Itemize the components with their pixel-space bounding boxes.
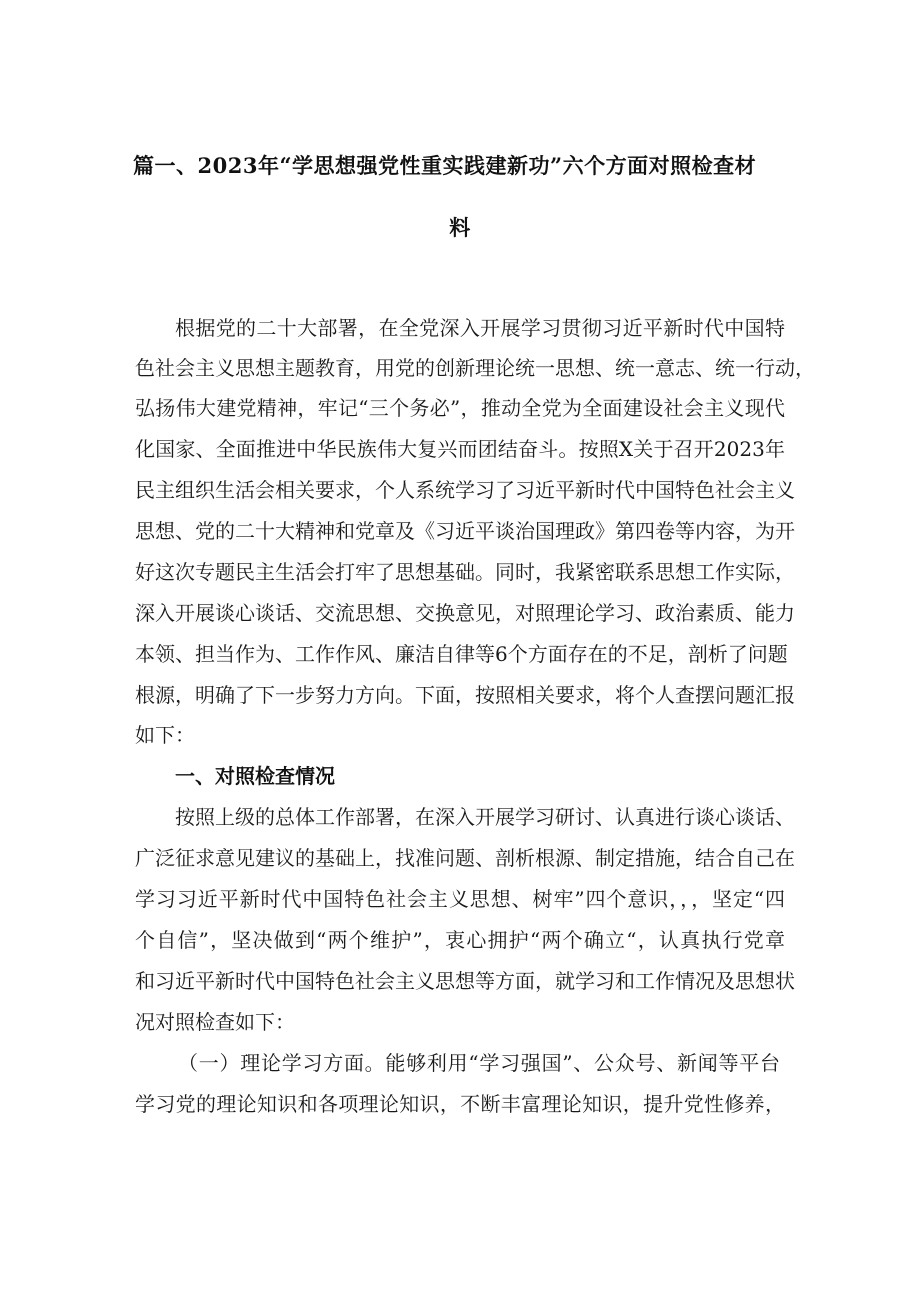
paragraph2-line: 况对照检查如下： [135, 1010, 295, 1034]
paragraph2-line: 按照上级的总体工作部署，在深入开展学习研讨、认真进行谈心谈话、 [175, 805, 795, 829]
paragraph3-line: （一）理论学习方面。能够利用“学习强国”、公众号、新闻等平台 [178, 1051, 780, 1075]
paragraph1-line: 如下： [135, 723, 195, 747]
paragraph1-line: 深入开展谈心谈话、交流思想、交换意见，对照理论学习、政治素质、能力 [135, 601, 795, 625]
paragraph1-line: 好这次专题民主生活会打牢了思想基础。同时，我紧密联系思想工作实际， [135, 560, 795, 584]
document-title-line2: 料 [449, 215, 471, 240]
paragraph1-line: 思想、党的二十大精神和党章及《习近平谈治国理政》第四卷等内容，为开 [135, 519, 795, 543]
paragraph1-line: 色社会主义思想主题教育，用党的创新理论统一思想、统一意志、统一行动， [135, 356, 815, 380]
paragraph2-line: 个自信”，坚决做到“两个维护”，衷心拥护“两个确立“，认真执行党章 [135, 928, 785, 952]
paragraph3-line: 学习党的理论知识和各项理论知识，不断丰富理论知识，提升党性修养， [135, 1092, 785, 1116]
paragraph2-line: 学习习近平新时代中国特色社会主义思想、树牢”四个意识，，，坚定“四 [135, 887, 785, 911]
section-heading: 一、对照检查情况 [175, 764, 335, 788]
paragraph1-line: 弘扬伟大建党精神，牢记“三个务必”，推动全党为全面建设社会主义现代 [135, 396, 785, 420]
paragraph1-line: 民主组织生活会相关要求，个人系统学习了习近平新时代中国特色社会主义 [135, 478, 795, 502]
paragraph1-line: 化国家、全面推进中华民族伟大复兴而团结奋斗。按照X关于召开2023年 [135, 437, 785, 461]
paragraph2-line: 广泛征求意见建议的基础上，找准问题、剖析根源、制定措施，结合自己在 [135, 846, 795, 870]
paragraph2-line: 和习近平新时代中国特色社会主义思想等方面，就学习和工作情况及思想状 [135, 969, 795, 993]
paragraph1-line: 根源，明确了下一步努力方向。下面，按照相关要求，将个人查摆问题汇报 [135, 683, 795, 707]
paragraph1-line: 根据党的二十大部署，在全党深入开展学习贯彻习近平新时代中国特 [175, 316, 785, 340]
document-title-line1: 篇一、2023年“学思想强党性重实践建新功”六个方面对照检查材 [133, 153, 757, 178]
paragraph1-line: 本领、担当作为、工作作风、廉洁自律等6个方面存在的不足，剖析了问题 [135, 642, 788, 666]
